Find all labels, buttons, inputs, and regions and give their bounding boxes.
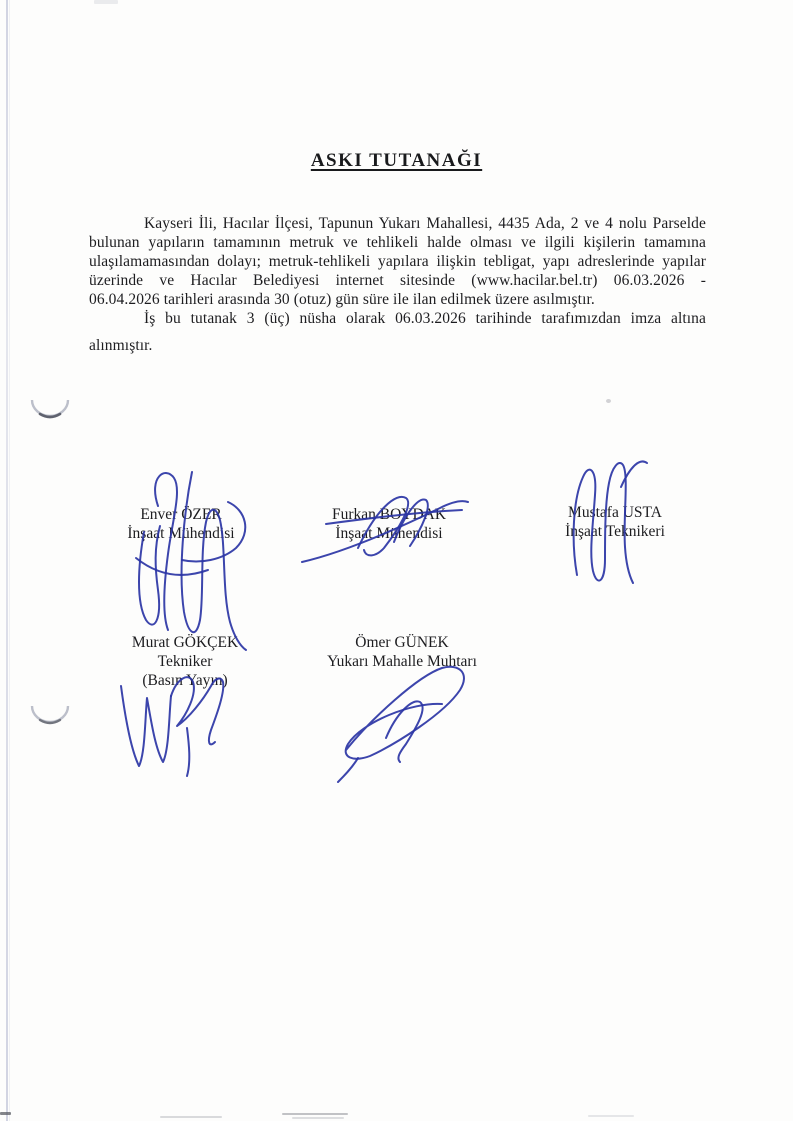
scan-smudge [282,1113,348,1115]
signatory-title: İnşaat Teknikeri [565,523,665,540]
signature-omer-gunek [330,660,470,785]
signatory-title: Tekniker [157,653,213,670]
scan-smudge [292,1117,344,1119]
signatory-name: Furkan BOYDAK [331,506,447,523]
paragraph-line: alınmıştır. [89,337,153,354]
signatory-title: Yukarı Mahalle Muhtarı [327,653,477,670]
signatory-name: Enver ÖZER [140,506,222,523]
paragraph-line: ulaşılamamasından dolayı; metruk-tehlikeli yapılara ilişkin tebligat, yapı adreslerinde yapılar [89,253,706,270]
punch-hole-mark [28,392,72,426]
punch-hole-mark [28,698,72,732]
signatory-block-mustafa-usta [540,503,690,541]
signatory-name: Ömer GÜNEK [355,634,449,651]
scan-smudge [0,1112,11,1115]
signatory-name: Murat GÖKÇEK [131,634,239,651]
scan-speck [606,399,611,403]
signatory-title: (Basın Yayın) [142,672,228,689]
signatory-title: İnşaat Mühendisi [127,525,235,542]
signature-enver-ozer [128,462,268,652]
signatory-name: Mustafa USTA [568,504,662,521]
signatory-block-enver-ozer [106,505,256,543]
paragraph-line: bulunan yapıların tamamının metruk ve tehlikeli halde olması ve ilgili kişilerin tamamına [89,234,706,251]
scan-smudge [94,0,118,4]
signatory-block-murat-gokcek [110,633,260,690]
paragraph-line: 06.04.2026 tarihleri arasında 30 (otuz) gün süre ile ilan edilmek üzere asılmıştır. [89,291,595,308]
scan-smudge [588,1115,634,1117]
document-title: ASKI TUTANAĞI [310,150,483,171]
paragraph-line: Kayseri İli, Hacılar İlçesi, Tapunun Yukarı Mahallesi, 4435 Ada, 2 ve 4 nolu Parselde [144,215,706,232]
signatory-block-omer-gunek [317,633,487,671]
signatory-block-furkan-boydak [314,505,464,543]
scan-smudge [160,1116,222,1118]
paragraph-line: üzerinde ve Hacılar Belediyesi internet sitesinde (www.hacilar.bel.tr) 06.03.2026 - [89,272,706,289]
paragraph-line: İş bu tutanak 3 (üç) nüsha olarak 06.03.2026 tarihinde tarafımızdan imza altına [144,310,706,327]
signatory-title: İnşaat Mühendisi [335,525,443,542]
